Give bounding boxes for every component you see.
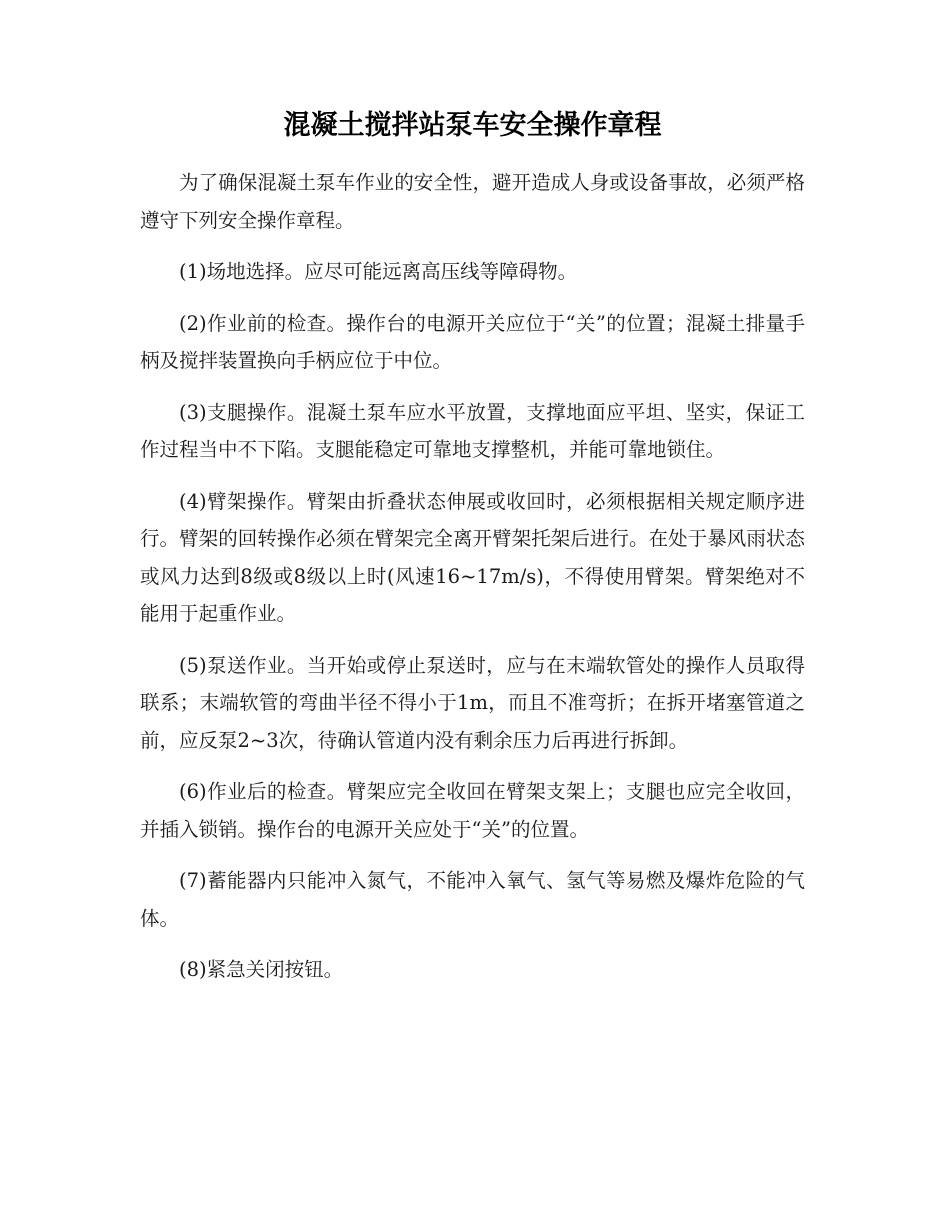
paragraph-intro: 为了确保混凝土泵车作业的安全性，避开造成人身或设备事故，必须严格遵守下列安全操作章程。 (140, 171, 805, 232)
paragraph-pumping-operation: (5)泵送作业。当开始或停止泵送时，应与在末端软管处的操作人员取得联系；末端软管的弯曲半径不得小于1m，而且不准弯折；在拆开堵塞管道之前，应反泵2~3次，待确认管道内没有剩余压力后再进行拆卸。 (140, 653, 805, 752)
paragraph-accumulator: (7)蓄能器内只能冲入氮气，不能冲入氧气、氢气等易燃及爆炸危险的气体。 (140, 869, 805, 930)
paragraph-pre-operation-check: (2)作业前的检查。操作台的电源开关应位于“关”的位置；混凝土排量手柄及搅拌装置换向手柄应位于中位。 (140, 311, 805, 372)
paragraph-outrigger-operation: (3)支腿操作。混凝土泵车应水平放置，支撑地面应平坦、坚实，保证工作过程当中不下陷。支腿能稳定可靠地支撑整机，并能可靠地锁住。 (140, 400, 805, 461)
paragraph-boom-operation: (4)臂架操作。臂架由折叠状态伸展或收回时，必须根据相关规定顺序进行。臂架的回转操作必须在臂架完全离开臂架托架后进行。在处于暴风雨状态或风力达到8级或8级以上时(风速16~17m/s)，不得使用臂架。臂架绝对不能用于起重作业。 (140, 489, 805, 625)
paragraph-post-operation-check: (6)作业后的检查。臂架应完全收回在臂架支架上；支腿也应完全收回，并插入锁销。操作台的电源开关应处于“关”的位置。 (140, 780, 805, 841)
paragraph-emergency-stop: (8)紧急关闭按钮。 (179, 958, 344, 981)
paragraph-site-selection: (1)场地选择。应尽可能远离高压线等障碍物。 (179, 260, 578, 283)
document-body (140, 164, 805, 1003)
document-title: 混凝土搅拌站泵车安全操作章程 (283, 110, 662, 141)
